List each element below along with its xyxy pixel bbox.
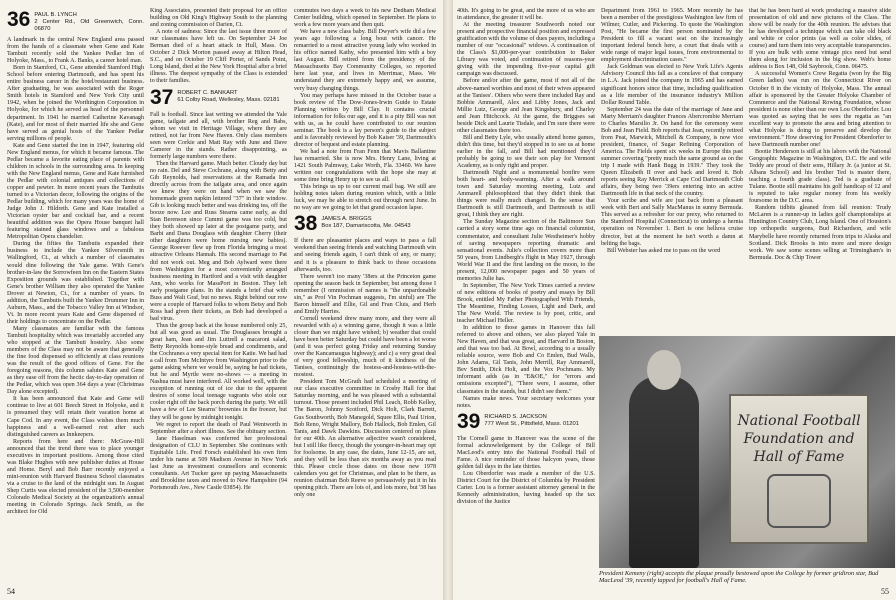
right-column-2 [601,8,743,333]
class-secretary [177,88,279,104]
article-paragraph: A landmark in the central New England area passed from the hands of a classmate when Gene and Kate Tambuti recently sold the Yankee Pedlar Inn of Holyoke, Mass., to Frank A. Banks, a career hotel man. [7,37,144,65]
article-paragraph: 40th. It's going to be great, and the more of us who are in attendance, the greater it will be. [457,8,595,22]
class-number: 38 [294,212,318,236]
article-paragraph: Before and/or after the game, most if not all of the above-named worthies and most of their wives appeared at the Tanises'. Others who were there included Ray and Bobbie Ammarell, Alex and Libby Jones, Jack and Millie Lutz, George and Jean Kingsbury, and Charley and Jean Hitchcock. At the game, the Briggses sat beside Dick and Laurie Tisdale, and I'm sure there were other classmates there too. [457,78,595,134]
class-secretary-name: PAUL B. LYNCH [34,12,77,18]
right-column-1 [457,8,595,588]
article-paragraph: Bill and Betty Lyle, who usually attend home games, didn't this time, but they'd stopped in to see us at home earlier in the fall, and Bill had mentioned they'd probably be going to see their son play for Vermont Academy, as is only right and proper. [457,134,595,170]
article-paragraph: The Cornell game in Hanover was the scene of the formal acknowledgement by the College of Bill MacLeod's entry into the National Football Hall of Fame. A nice reminder of those halcyon years, those golden fall days in the late thirties. [457,435,595,470]
class-header-38 [294,214,436,234]
article-paragraph: September 24 was the date of the marriage of Jane and Marty Merriam's daughter Frances Abercrombie Merriam to Charles Marsilio Jr. On hand for the ceremony were Bob and Jean Field. Bob reports that Jean, recently retired from Peat, Marwick, Mitchell & Company, is now vice president, finance, of Sugar Refining Corporation of America. The Fields spent six weeks in Europe this past summer covering "pretty much the same ground as on the trip I made with Hank Bugg in 1939." They took the Queen Elizabeth II over and back and loved it. Bob reports seeing Ray Merrick at Cape Cod Dartmouth Club affairs, they being two '39ers entering into an active Dartmouth life in that neck of the country. [601,106,743,198]
class-number: 36 [7,8,31,31]
article-paragraph: President Tom McGrath had scheduled a meeting of our class executive committee in Crosby Hall for that Saturday morning, and he was pleased with a substantial turnout. Those present included Phil Leach, Robb Kelley, The Baron, Johnny Scotford, Dick Holt, Clark Barrett, Gus Southworth, Bob Manegold, Squee Ellis, Paul Urion, Bob Reno, Wright Mallory, Bob Hallock, Bob Emlen, Gil Tanis, and Dawk Dawkins. Discussion centered on plans for our 40th. An alternative adjective wasn't considered, but I still like fleecy, though the younger-in-heart may opt for foolsome. In any case, the dates, June 12-15, are set, and they will be less than six months away as you read this. Please circle those dates on those new 1978 calendars you get for Christmas, and plan to be there, as reunion chairman Bob Reeve so persuasively put it in his opening pitch. There are lots of, and lots more, but '38 has only one [294,379,436,499]
page-number-left: 54 [7,587,15,596]
article-paragraph: The Sunday Magazine section of the Baltimore Sun carried a story some time ago on financial columnist, commentator, and consultant Julie Westheimer's hobby of saving newspapers reporting dramatic and sensational events. Julie's collection covers more than 50 years, from Lindbergh's flight in May 1927, through World War II and the first landing on the moon, to the present, 12,000 newspaper pages and 50 years of memories Julie has. [457,219,595,282]
article-paragraph: A note of sadness: Since the last issue three more of our classmates have left us. On September 24 Joe Berman died of a heart attack in Hull, Mass. On October 2 Dick Morton passed away at Hilton Head, S.C., and on October 19 Cliff Porter, of Sands Point, Long Island, died at the New York Hospital after a brief illness. The deepest sympathy of the Class is extended to their families. [150,29,287,85]
class-number: 39 [457,409,481,433]
article-paragraph: We regret to report the death of Paul Wentworth in September after a short illness. See the obituary section. [150,421,287,435]
class-secretary-name: RICHARD S. JACKSON [484,413,547,420]
right-page [453,0,896,600]
class-header-39 [457,409,595,433]
left-column-2 [150,8,287,588]
article-paragraph: Thus the group back at the house numbered only 25, but all was good as usual. The Douglasses brought a great ham, Jean and Jim Luttrell a macaroni salad, Betty Reynolds home-style bread and condiments, and the Cochranes a very special item for Katie. We had had a call from Tom McIntyre from Washington prior to the game asking where we would be, saying he had tickets, but he and Myrtle were no-shows — a meeting in Nashua must have interfered. All worked well, with the exception of running out of ice due to the apparent desires of some local teenage vagrants who stole our cooler right off the back porch during the party. We still have a few of Lee Stearns' brownies in the freezer, but they will be gone by midnight tonight. [150,322,287,421]
left-column-1 [7,8,144,588]
article-paragraph: Jane Haselman was conferred her professional designation of CLU in September. She continues with Equitable Life. Fred Forsch established his own firm under his name at 509 Madison Avenue in New York last June as investment counsellors and economic consultants. Art Tucker gave up paying Massachusetts and Brookline taxes and moved to New Hampshire (94 Portsmouth Ave., New Castle 03854). He [150,435,287,491]
article-paragraph: In September, The New York Times carried a review of new editions of books of poetry and essays by Bill Brook, entitled My Father Photographed With Friends, The Meantime, Finding Losses, Light and Dark, and The New World. The review is by poet, critic, and teacher Michael Heller. [457,282,595,325]
article-paragraph: You may perhaps have missed in the October issue a book review of The Dow-Jones-Irwin Guide to Estate Planning written by Bill Clay. It contains crucial information for folks our age, and it is a pity Bill was not with us, as he could have contributed to our reunion seminar. The book is a lay person's guide to the subject and is favorably reviewed by Bob Kaiser '39, Dartmouth's director of bequest and estate planning. [294,92,436,148]
article-paragraph: There weren't too many '38ers at the Princeton game opening the season back in September, but among those I remember (I ommission of names is "the unpardonable sin," as Prof Vin Pochman suggests, I'm sinful) are The Baron himself and Ellie, Gil and Fran Cluis, and Herb and Emily Harries. [294,273,436,315]
article-paragraph: Fall is football. Since last writing we attended the Yale game, tailgate and all, with brother Reg and Babs, whom we visit in Heritage Village, where they are retired, not far from New Haven. Only class members seen were Corkie and Matt Ray with June and Dave Camerer in the stands. Rather disappointing, as formerly large numbers were there. [150,111,287,160]
class-secretary [321,214,410,230]
class-number: 37 [150,85,174,109]
article-paragraph: commutes two days a week to his new Dedham Medical Center building, which opened in September. He plans to work a few more years and then quit. [294,8,436,29]
article-paragraph: Then the Harvard game. Much better. Cloudy day but no rain. Del and Steve Cochrane, along with Betty and Gib Reynolds, had reservations at the Ramada Inn directly across from the tailgate area, and once again we knew they were on hand when we saw the homemade green napkin lettered "37" in their window. Gib is looking much better and was drinking tea, off the booze now. Lee and Russ Stearns came early, as did Stan Berenson since Cummi game was too cold, but they both showed up later at the postgame party, and Barbi and Dana Douglass with daughter Cherry (their other daughters were home nursing new babies). George Roeever flew up from Florida bringing a most attractive Orleans Hannah. His second marriage to Pat did not work out. Meg and Bob Aylward were there from Washington for a most conveniently arranged business meeting in Hartford and a visit with daughter Ann, who works for MassPort in Boston. They left early postgame plans. In the stands a brief chat with Buss and Walt Graf, but no news. Right behind our row were a couple of Harvard folks to whom Betsy and Bob Ross had given their tickets, as Bob had developed a bad virus. [150,160,287,322]
class-secretary-address: 2 Center Rd., Old Greenwich, Conn. 06870 [34,19,144,32]
class-secretary-address: 61 Colby Road, Wellesley, Mass. 02181 [177,96,280,103]
hall-of-fame-plaque [729,394,869,544]
article-paragraph: At the meeting treasurer Southworth noted our present and prospective financial position and expressed gratification with the volume of dues payers, including a number of our "occasional" widows. A continuation of the Class's $1,000-per-year contribution to Baker Library was voted, and continuation of reasons-year giving with the impending five-year capital gift campaign was discussed. [457,22,595,78]
article-paragraph: Lou Oberdorfer was made a member of the U.S. District Court for the District of Columbia by President Carter. Lou is a former assistant attorney general in the Kennedy administration, having headed up the tax division of the Justice [457,470,595,506]
article-paragraph: This brings us up to our current mail bag. We still are holding notes taken during reunion which, with a little luck, we may be able to stretch out through next June. In no way are we going to let that grand occasion lapse. [294,184,436,212]
class-secretary [484,412,579,428]
photo-caption: President Kemeny (right) accepts the plaque proudly bestowed upon the College by former gridiron star, Bud MacLeod '39, recently tapped for football's Hall of Fame. [599,570,879,585]
class-header-36 [7,10,144,33]
article-paragraph: that he has been hard at work producing a massive slide presentation of old and new pictures of the Class. The show will be ready for the 40th reunion. He advises that he has developed a technique which can take old black and white or color prints (as well as color slides, of course) and turn them into very acceptable transparencies. If you are bulk with some vintage pics need but send them along for inclusion in the big show. Web's home address is Box 148, Old Saybrook, Conn. 06475. [749,8,891,71]
person-head [647,350,681,390]
article-paragraph: It has been announced that Kate and Gene will continue to live at 601 Beech Street in Holyoke, and it is presumed they will retain their vacation home at Cape Cod. In any event, the Class wishes them much happiness and a well-earned rest after such distinguished careers as Innkeepers. [7,396,144,438]
article-paragraph: Jack Goldman was elected to New York Life's Agents Advisory Council this fall as a conclave of that company in L.A. Jack joined the company in 1965 and has earned significant honors since that time, including qualification as a life member of the insurance industry's Million Dollar Round Table. [601,64,743,106]
article-paragraph: In addition to those games in Hanover this fall referred to above and others, we also played Yale in New Haven, and that was great, and Harvard in Boston, and that was too bad. At Bowl, according to a usually reliable source, were Bob and Co Emlen, Bud Walls, John Adams, Gil Tanis, John Merrill, Ray Ammarell, Bev Smith, Dick Holt, and the Vox Pochmans. My informant adds (as in "E&OE," for "errors and omissions excepted"), "There were, I assume, other classmates in the stands, but I didn't see them." [457,325,595,395]
article-paragraph: Bootie Henderson is still at his labors with the National Geographic Magazine in Washington, D.C. He and wife Teddy are proud of their sons, Hillary Jr. (a junior at St. Albans School) and his brother Ted is master there, teaching a fourth grade class). Ted is a graduate of Tulane. Bootie still maintains his golf handicap of 12 and is reputed to take regular money from his weekly foursome in the D.C. area. [749,148,891,205]
article-paragraph: King Associates, presented their proposal for an office building on Old King's Highway South to the planning and zoning commission of Darien, Ct. [150,8,287,29]
hall-of-fame-photo [599,336,895,568]
article-paragraph: Dartmouth Night and a monumental bonfire were both heart- and body-warming. After a walk around town and Saturday morning meeting, Lutz and Ammarell philosophized that they didn't think that things were really much changed. In the sense that Dartmouth is still Dartmouth, and Dartmouth is still great, I think they are right. [457,170,595,219]
class-secretary [34,10,144,33]
left-page [0,0,443,600]
class-secretary-name: ROBERT C. BANKART [177,89,238,96]
page-gutter [443,0,453,600]
class-secretary-name: JAMES A. BRIGGS [321,216,372,223]
article-paragraph: Random tidbits gleaned from fall reunion: Trudy McLaren is a runner-up in ladies golf championships at Huntington Country Club, Long Island. One of Houston's top orthopedic surgeons, Bud Richardson, and wife Marybelle have recently returned from trips to Alaska and Scotland. Dick Brooks is into more and more design work. We saw some scenes selling at Trimingham's in Bermuda. Doc & Chip Tower [749,205,891,261]
article-paragraph: We had a note from Fran Fenn that Mavis Ballantine has remarried. She is now Mrs. Henry Lane, living at 1421 South Palmway, Lake Worth, Fla. 33460. We have written our congratulations with the hope she may at some time bring Henry up to see us all. [294,148,436,184]
article-paragraph: During the fifties the Tambutis expanded their business to include the Yankee Silversmith in Wallingford, Ct., at which a number of classmates would dine following the Yale game. With Gene's brother-in-law the Sorrowfeen Inn on the Eastern States Exposition grounds was established. Together with Gene's brother William they also operated the Yankee Drover at Newton, Ct., for a number of years. In addition, the Tambutis built the Yankee Drummer Inn in Auburn, Mass., and the Tobacco Valley Inn at Windsor, Vt. In more recent years Kate and Gene dispersed of their holdings to concentrate on the Pedlar. [7,241,144,325]
article-paragraph: We have a new class baby. Bill Dwyer's wife did a few years ago following a long bout with cancer. He remarried to a most attractive young lady who worked in his office named Kathy, who presented him with a boy last August. Bill retired from the presidency of the Massachusetts Bay Community Colleges, so reported here last year, and lives in Merrimac, Mass. We understand they are extremely happy and, we assume, very busy changing things. [294,29,436,92]
article-paragraph: Kate and Gene started the inn in 1947, featuring old New England menus, for which it became famous. The Pedlar became a favorite eating place of parents with children in schools in the surrounding area. In keeping with the New England menus, Gene and Kate furnished the Pedlar with colonial antiques and collections of copper and pewter. In more recent years the Tambutis turned to a Victorian decor, following the origins of the Pedlar building, which for many years was the home of Judge John J. Hildreth. Gene and Kate installed a Victorian oyster bar and cocktail bar, and a recent beautiful addition was the Opera House banquet hall featuring stained glass windows and a fabulous Metropolitan Opera chandelier. [7,142,144,241]
class-header-37 [150,85,287,109]
article-paragraph: A successful Women's Crew Regatta (won by the Big Green ladies) was run on the Connecticut River on October 8 in the vicinity of Holyoke, Mass. The annual affair is sponsored by the Greater Holyoke Chamber of Commerce and the National Rowing Foundation, whose president is none other than our own Lou Oberdorfer. Lou was quoted as saying that he sees the regatta as "an excellent way to promote the area and bring attention to what Holyoke is doing to preserve and develop the environment." How deserving for President Oberdorfer to have Dartmouth number one! [749,71,891,148]
page-number-right: 55 [881,587,889,596]
article-paragraph: Names make news. Your secretary welcomes your notes. [457,395,595,409]
article-paragraph: Born in Stamford, Ct., Gene attended Stamford High School before entering Dartmouth, and has spent his entire business career in the hotel/restaurant business. After graduating, he was associated with the Roger Smith hotels in Stamford and New York City until 1942, when he joined the Worthington Corporation in Holyoke, for which he served as head of the personnel department. In 1941 he married Catherine Kavanagh (Kate), and for most of their married life she and Gene have served as genial hosts of the Yankee Pedlar serving millions of people. [7,65,144,142]
article-paragraph: Cornell weekend drew many more, and they were all rewarded with a) a winning game, though it was a little closer than we might have wished; b) weather that could have been better Saturday but could have been a lot worse (and it was perfect going Friday and returning Sunday over the Kancamaugus highway); and c) a very great deal of very good fellowship, much of it kindness of the Tanises, continuingly the hostess-and-hostess-with-the-mostest. [294,315,436,379]
article-paragraph: Many classmates are familiar with the famous Tambuti hospitality which was invariably accorded any who stopped at the Tambuti hostelry. Also some members of the Class may not be aware that generally the fine food dispensed so efficiently at class reunions was the result of the good offices of Gene. For the foregoing reasons, this column salutes Kate and Gene as they ease off from the hectic day-to-day operation of the Pedlar, which was open 364 days a year (Christmas Day alone excepted). [7,325,144,396]
article-paragraph: Bill Webster has asked me to pass on the word [607,247,721,254]
person-figure [629,376,699,568]
article-paragraph: Your scribe and wife are just back from a pleasant week with Bert and Sally MacManus in sunny Bermuda. This served as a refresher for our prexy, who returned to the Stamford Hospital (Connecticut) to undergo a hernia operation on November 1. Bert is one helluva cruise director, but at the moment he isn't worth a damn at belting the bags. [601,198,743,247]
article-paragraph: Reports from here and there: McGraw-Hill announced that the trend there was to place younger executives in important positions. Among those cited was Blake Hughes with new publisher duties at House and Home. Beryl and Bob Barr recently enjoyed a mini-reunion with Harvard Business School classmates via a cruise to the land of the midnight sun. In August Shep Curtis was elected president of the 3,500-member Colorado Medical Society at the organization's annual meeting in Colorado Springs. Jack Smith, as the architect for Old [7,438,144,516]
class-secretary-address: Box 187, Damariscotta, Me. 04543 [321,223,411,230]
plaque-text: National Football Foundation and Hall of Fame [737,413,861,465]
right-column-3 [749,8,891,333]
plaque-seal-icon [767,474,831,528]
class-secretary-address: 777 West St., Pittsfield, Mass. 01201 [484,420,579,427]
left-column-3 [294,8,436,588]
article-paragraph: Department from 1961 to 1965. More recently he has been a member of the prestigious Washington law firm of Wilmer, Cutler, and Pickering. To quote the Washington Post, "He became the first person nominated by the President to fill a vacant seat on the increasingly important federal bench here, a court that deals with a wide range of major legal issues, from environmental to employment discrimination cases." [601,8,743,64]
article-paragraph: If there are pleasanter places and ways to pass a fall weekend than seeing friends and watching Dartmouth win and seeing friends again, I can't think of any, or many; and it is a pleasure to think back to those occasions afterwards, too. [294,238,436,273]
